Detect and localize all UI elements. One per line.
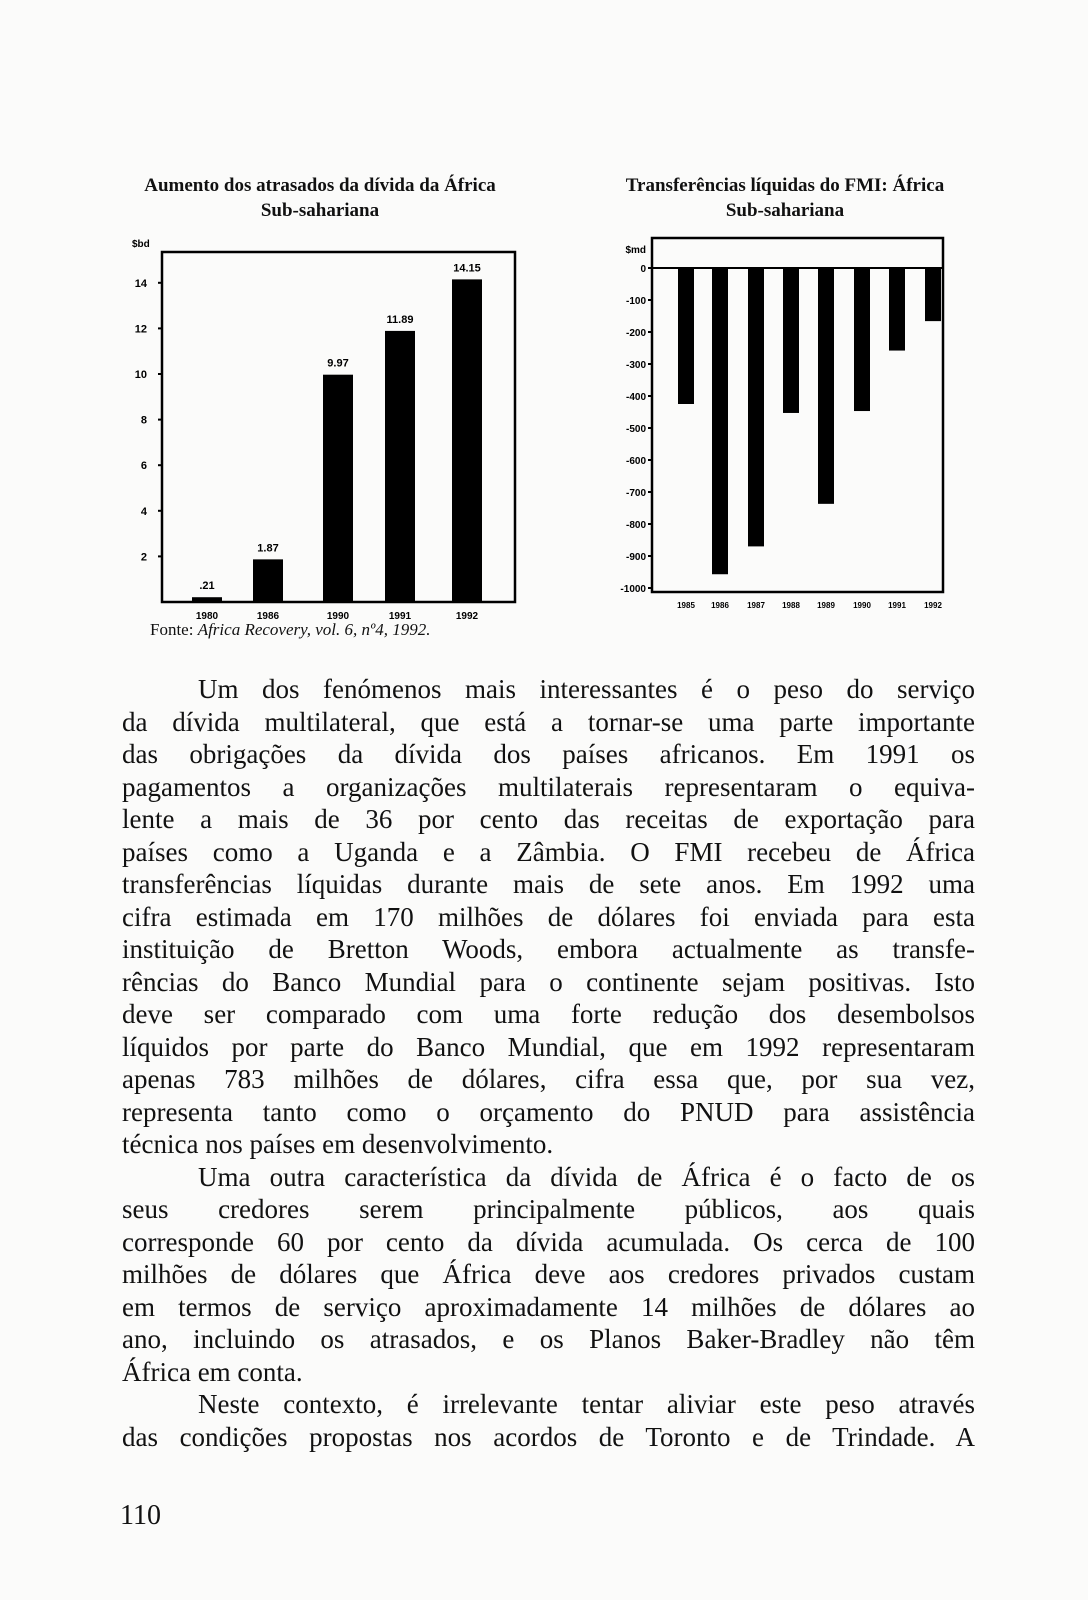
text-line: ano, incluindo os atrasados, e os Planos Baker-Bradley não têm [122, 1324, 975, 1354]
chart1-ytick-label: 8 [140, 414, 147, 427]
chart1-bar-1990 [323, 375, 353, 602]
chart1-bar-1991 [385, 331, 415, 602]
text-line: pagamentos a organizações multilaterais representaram o equiva- [122, 771, 975, 802]
text-line: instituição de Bretton Woods, embora actualmente as transfe- [122, 934, 975, 964]
chart2-xtick-label: 1985 [677, 601, 695, 610]
chart2-ytick-label: -800 [625, 520, 646, 531]
text-line: lente a mais de 36 por cento das receitas de exportação para [122, 804, 975, 834]
text-line: apenas 783 milhões de dólares, cifra essa que, por sua vez, [122, 1064, 975, 1094]
chart1-ylabel: $bd [132, 239, 150, 250]
chart1-xtick-label: 1980 [195, 611, 219, 622]
text-line: seus credores serem principalmente públicos, aos quais [122, 1194, 975, 1224]
chart2-title: Transferências líquidas do FMI: África Sub-sahariana [625, 175, 945, 221]
chart1-bar-1980 [192, 597, 222, 602]
chart2-bar-1991 [889, 268, 905, 351]
text-line: rências do Banco Mundial para o continente sejam positivas. Isto [122, 966, 975, 997]
chart1-xtick-label: 1992 [455, 611, 479, 622]
chart2-bar-1985 [678, 268, 694, 404]
chart2-bar-1989 [818, 268, 834, 504]
chart2-ytick-label: -900 [625, 552, 646, 563]
text-line: deve ser comparado com uma forte redução dos desembolsos [122, 999, 975, 1029]
text-line: representa tanto como o orçamento do PNUD para assistência [122, 1096, 975, 1127]
chart2-ytick-label: -100 [625, 296, 646, 307]
text-line: países como a Uganda e a Zâmbia. O FMI recebeu de África [122, 836, 975, 867]
text-line: África em conta. [122, 1356, 303, 1387]
chart2-ytick-label: -300 [625, 360, 646, 371]
chart1-value-label: 11.89 [386, 313, 414, 326]
chart1-ytick-label: 14 [134, 277, 147, 290]
chart2-bar-1992 [925, 268, 941, 321]
chart-source [150, 620, 431, 640]
page-number: 110 [120, 1500, 161, 1531]
chart1-value-label: 1.87 [257, 542, 279, 555]
chart1-xtick-label: 1991 [388, 611, 412, 622]
chart1-value-label: 14.15 [453, 262, 481, 275]
chart1-value-label: 9.97 [327, 357, 349, 370]
chart2-bar-1988 [783, 268, 799, 413]
chart2-ytick-label: -200 [625, 328, 646, 339]
text-line: Neste contexto, é irrelevante tentar aliviar este peso através [198, 1389, 975, 1419]
chart1-bar-1986 [253, 559, 283, 602]
text-line: transferências líquidas durante mais de sete anos. Em 1992 uma [122, 869, 975, 899]
chart2-bar-1987 [748, 268, 764, 546]
chart2-xtick-label: 1989 [817, 601, 835, 610]
chart2-ytick-label: -500 [625, 424, 646, 435]
chart1-title: Aumento dos atrasados da dívida da África Sub-sahariana [144, 175, 496, 221]
text-line: Uma outra característica da dívida de África é o facto de os [198, 1161, 975, 1192]
chart1-xtick-label: 1990 [326, 611, 350, 622]
chart2-xtick-label: 1986 [711, 601, 729, 610]
chart1-ytick-label: 4 [140, 505, 147, 518]
chart2-ylabel: $md [625, 245, 646, 256]
chart2-ytick-label: -1000 [620, 584, 646, 595]
chart1-ytick-label: 12 [134, 323, 147, 336]
text-line: corresponde 60 por cento da dívida acumulada. Os cerca de 100 [122, 1226, 975, 1257]
body-text [122, 673, 975, 1453]
chart2-bar-1990 [854, 268, 870, 411]
text-line: em termos de serviço aproximadamente 14 milhões de dólares ao [122, 1291, 975, 1322]
text-line: cifra estimada em 170 milhões de dólares foi enviada para esta [122, 901, 975, 932]
chart1-bar-1992 [452, 279, 482, 602]
chart2-xtick-label: 1987 [747, 601, 765, 610]
chart2-ytick-label: 0 [640, 264, 646, 275]
source-reference: Africa Recovery, vol. 6, nº4, 1992. [197, 620, 431, 639]
text-line: milhões de dólares que África deve aos credores privados custam [122, 1259, 975, 1289]
text-line: técnica nos países em desenvolvimento. [122, 1129, 554, 1159]
text-line: líquidos por parte do Banco Mundial, que em 1992 representaram [122, 1031, 975, 1062]
chart2-xtick-label: 1991 [888, 601, 906, 610]
chart1-value-label: .21 [199, 580, 215, 593]
chart1-xtick-label: 1986 [256, 611, 280, 622]
chart2-xtick-label: 1992 [924, 601, 942, 610]
chart2-xtick-label: 1988 [782, 601, 800, 610]
text-line: das condições propostas nos acordos de Toronto e de Trindade. A [122, 1421, 975, 1452]
charts [0, 0, 1088, 640]
chart2-ytick-label: -400 [625, 392, 646, 403]
chart1-ytick-label: 6 [140, 460, 147, 473]
text-line: da dívida multilateral, que está a tornar-se uma parte importante [122, 706, 975, 737]
chart1-ytick-label: 2 [140, 551, 147, 564]
chart1-ytick-label: 10 [134, 369, 147, 381]
chart2-ytick-label: -700 [625, 488, 646, 499]
text-line: Um dos fenómenos mais interessantes é o peso do serviço [198, 674, 975, 704]
chart2-bar-1986 [712, 268, 728, 574]
text-line: das obrigações da dívida dos países africanos. Em 1991 os [122, 739, 975, 769]
chart2-ytick-label: -600 [625, 456, 646, 467]
chart2-xtick-label: 1990 [853, 601, 871, 610]
source-label: Fonte: [150, 620, 194, 639]
